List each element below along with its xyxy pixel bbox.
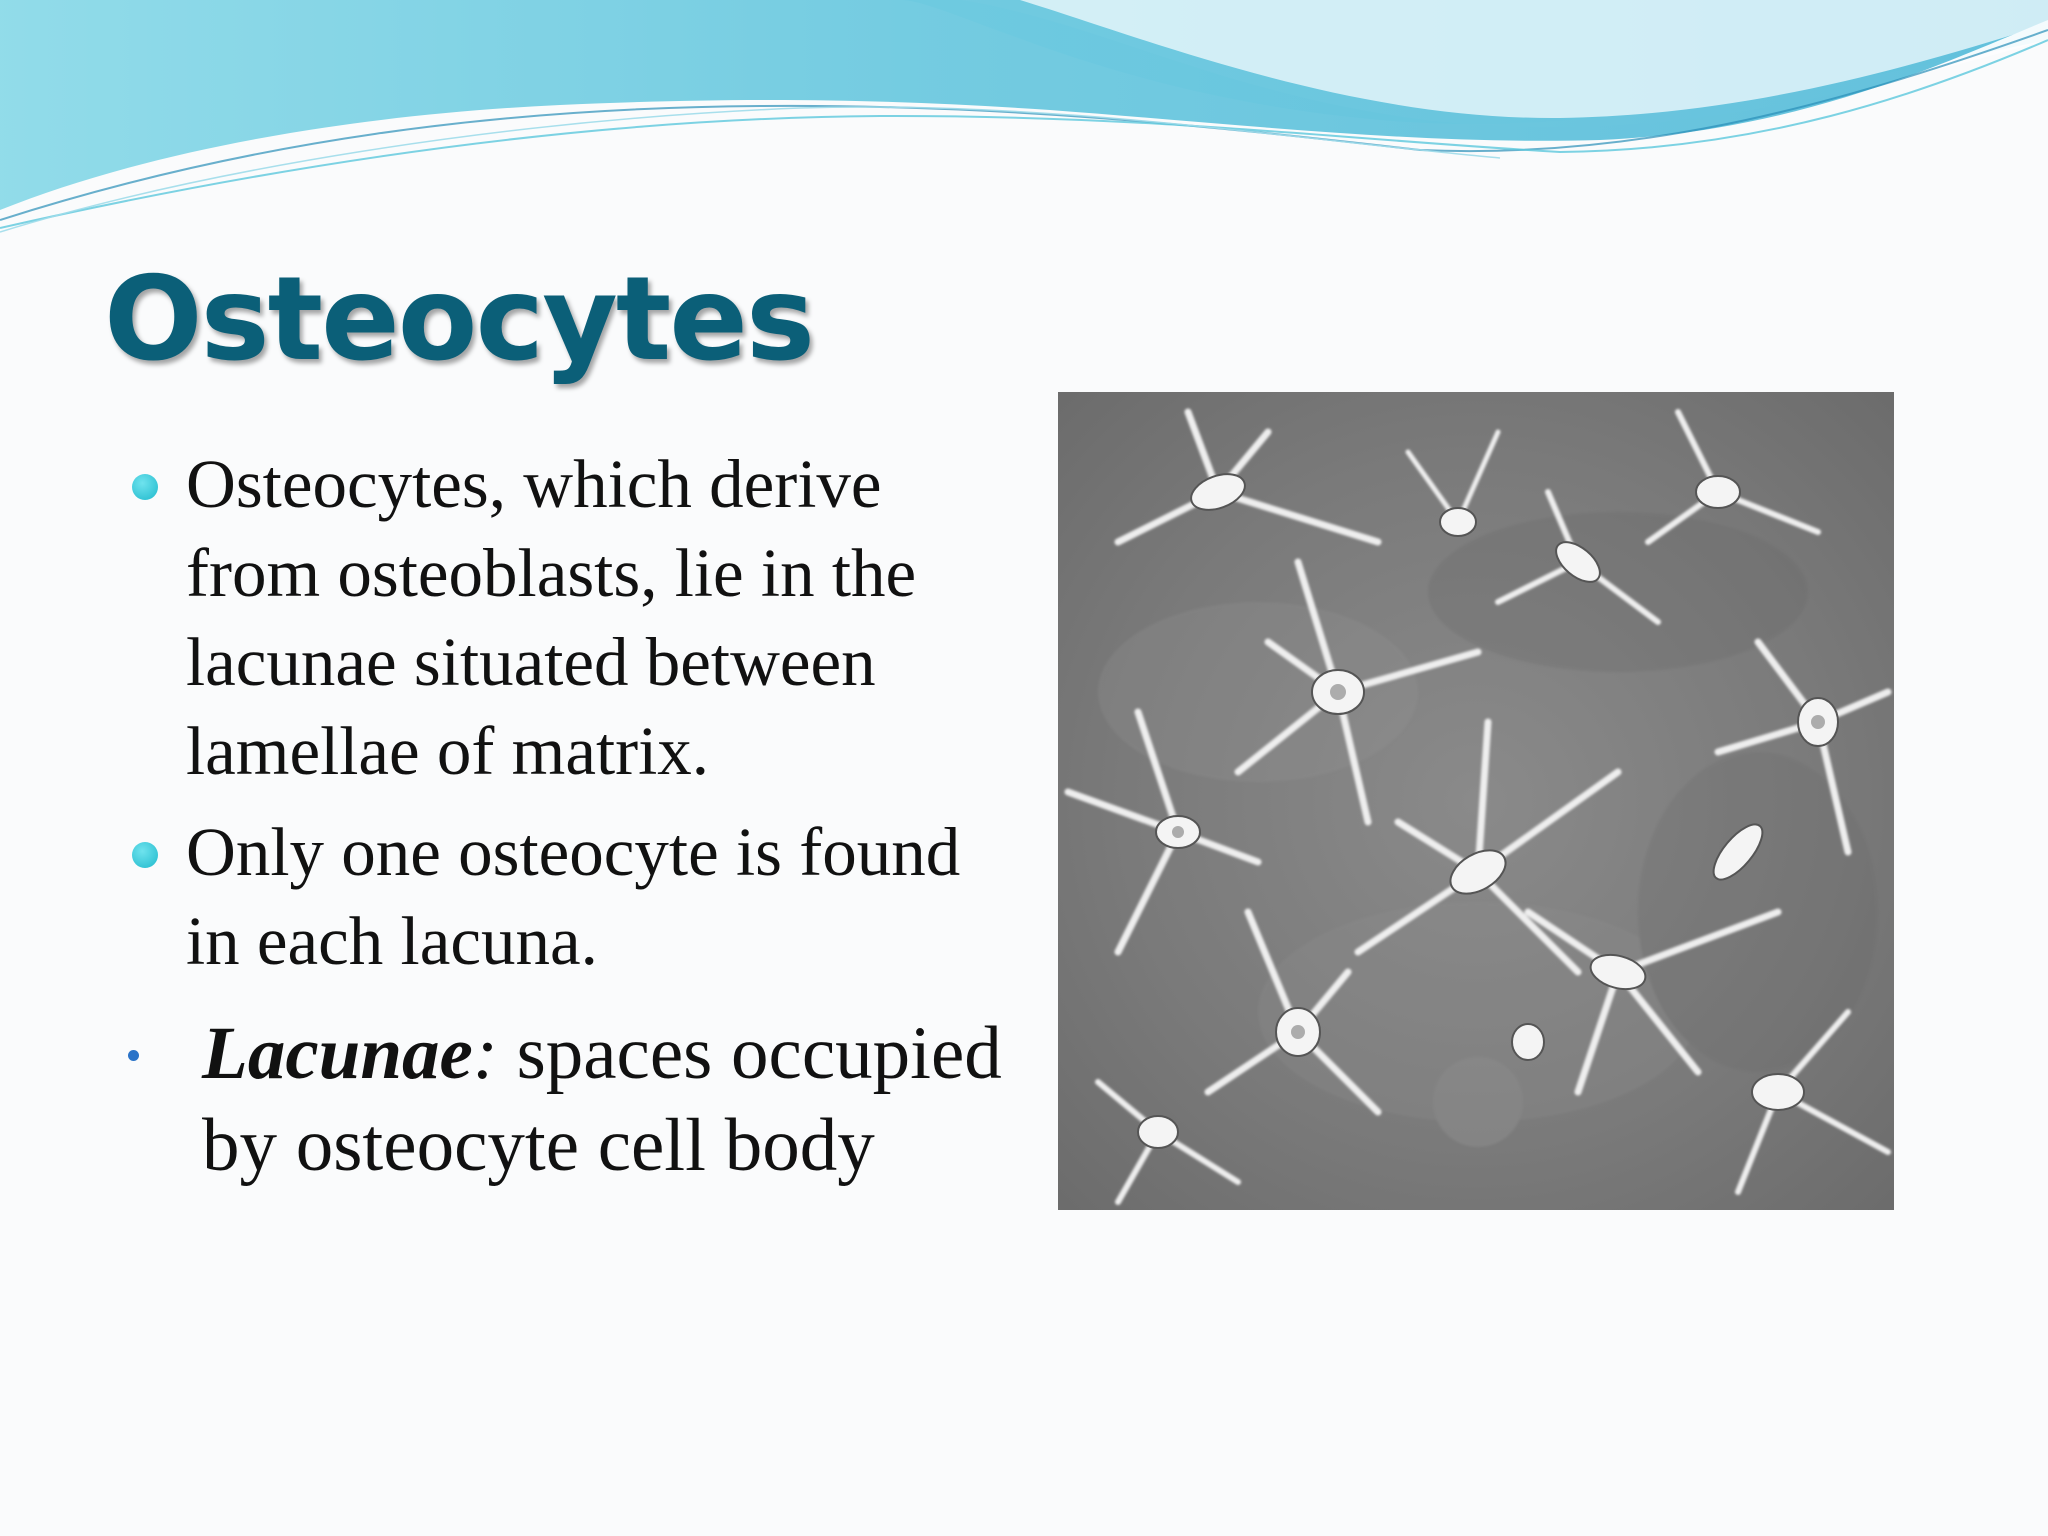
definition-term: Lacunae [202, 1012, 473, 1095]
header-wave-decoration [0, 0, 2048, 240]
definition-item [128, 1008, 1008, 1192]
bullet-dot-icon [132, 474, 158, 500]
slide-title: Osteocytes [104, 252, 814, 387]
definition-text: spaces occupied by osteocyte cell body [202, 1012, 1002, 1187]
bullet-dot-icon [132, 842, 158, 868]
osteocyte-micrograph-drawing [1058, 392, 1894, 1210]
bullet-item [128, 440, 1008, 796]
bullet-list [128, 440, 1008, 1192]
bullet-item [128, 808, 1008, 986]
definition-separator: : [472, 1012, 498, 1095]
bullet-text: Osteocytes, which derive from osteoblasts, lie in the lacunae situated between lamellae of matrix. [186, 446, 917, 789]
osteocyte-micrograph [1058, 392, 1894, 1210]
bullet-text: Only one osteocyte is found in each lacuna. [186, 814, 961, 979]
bullet-dot-icon [128, 1050, 139, 1061]
